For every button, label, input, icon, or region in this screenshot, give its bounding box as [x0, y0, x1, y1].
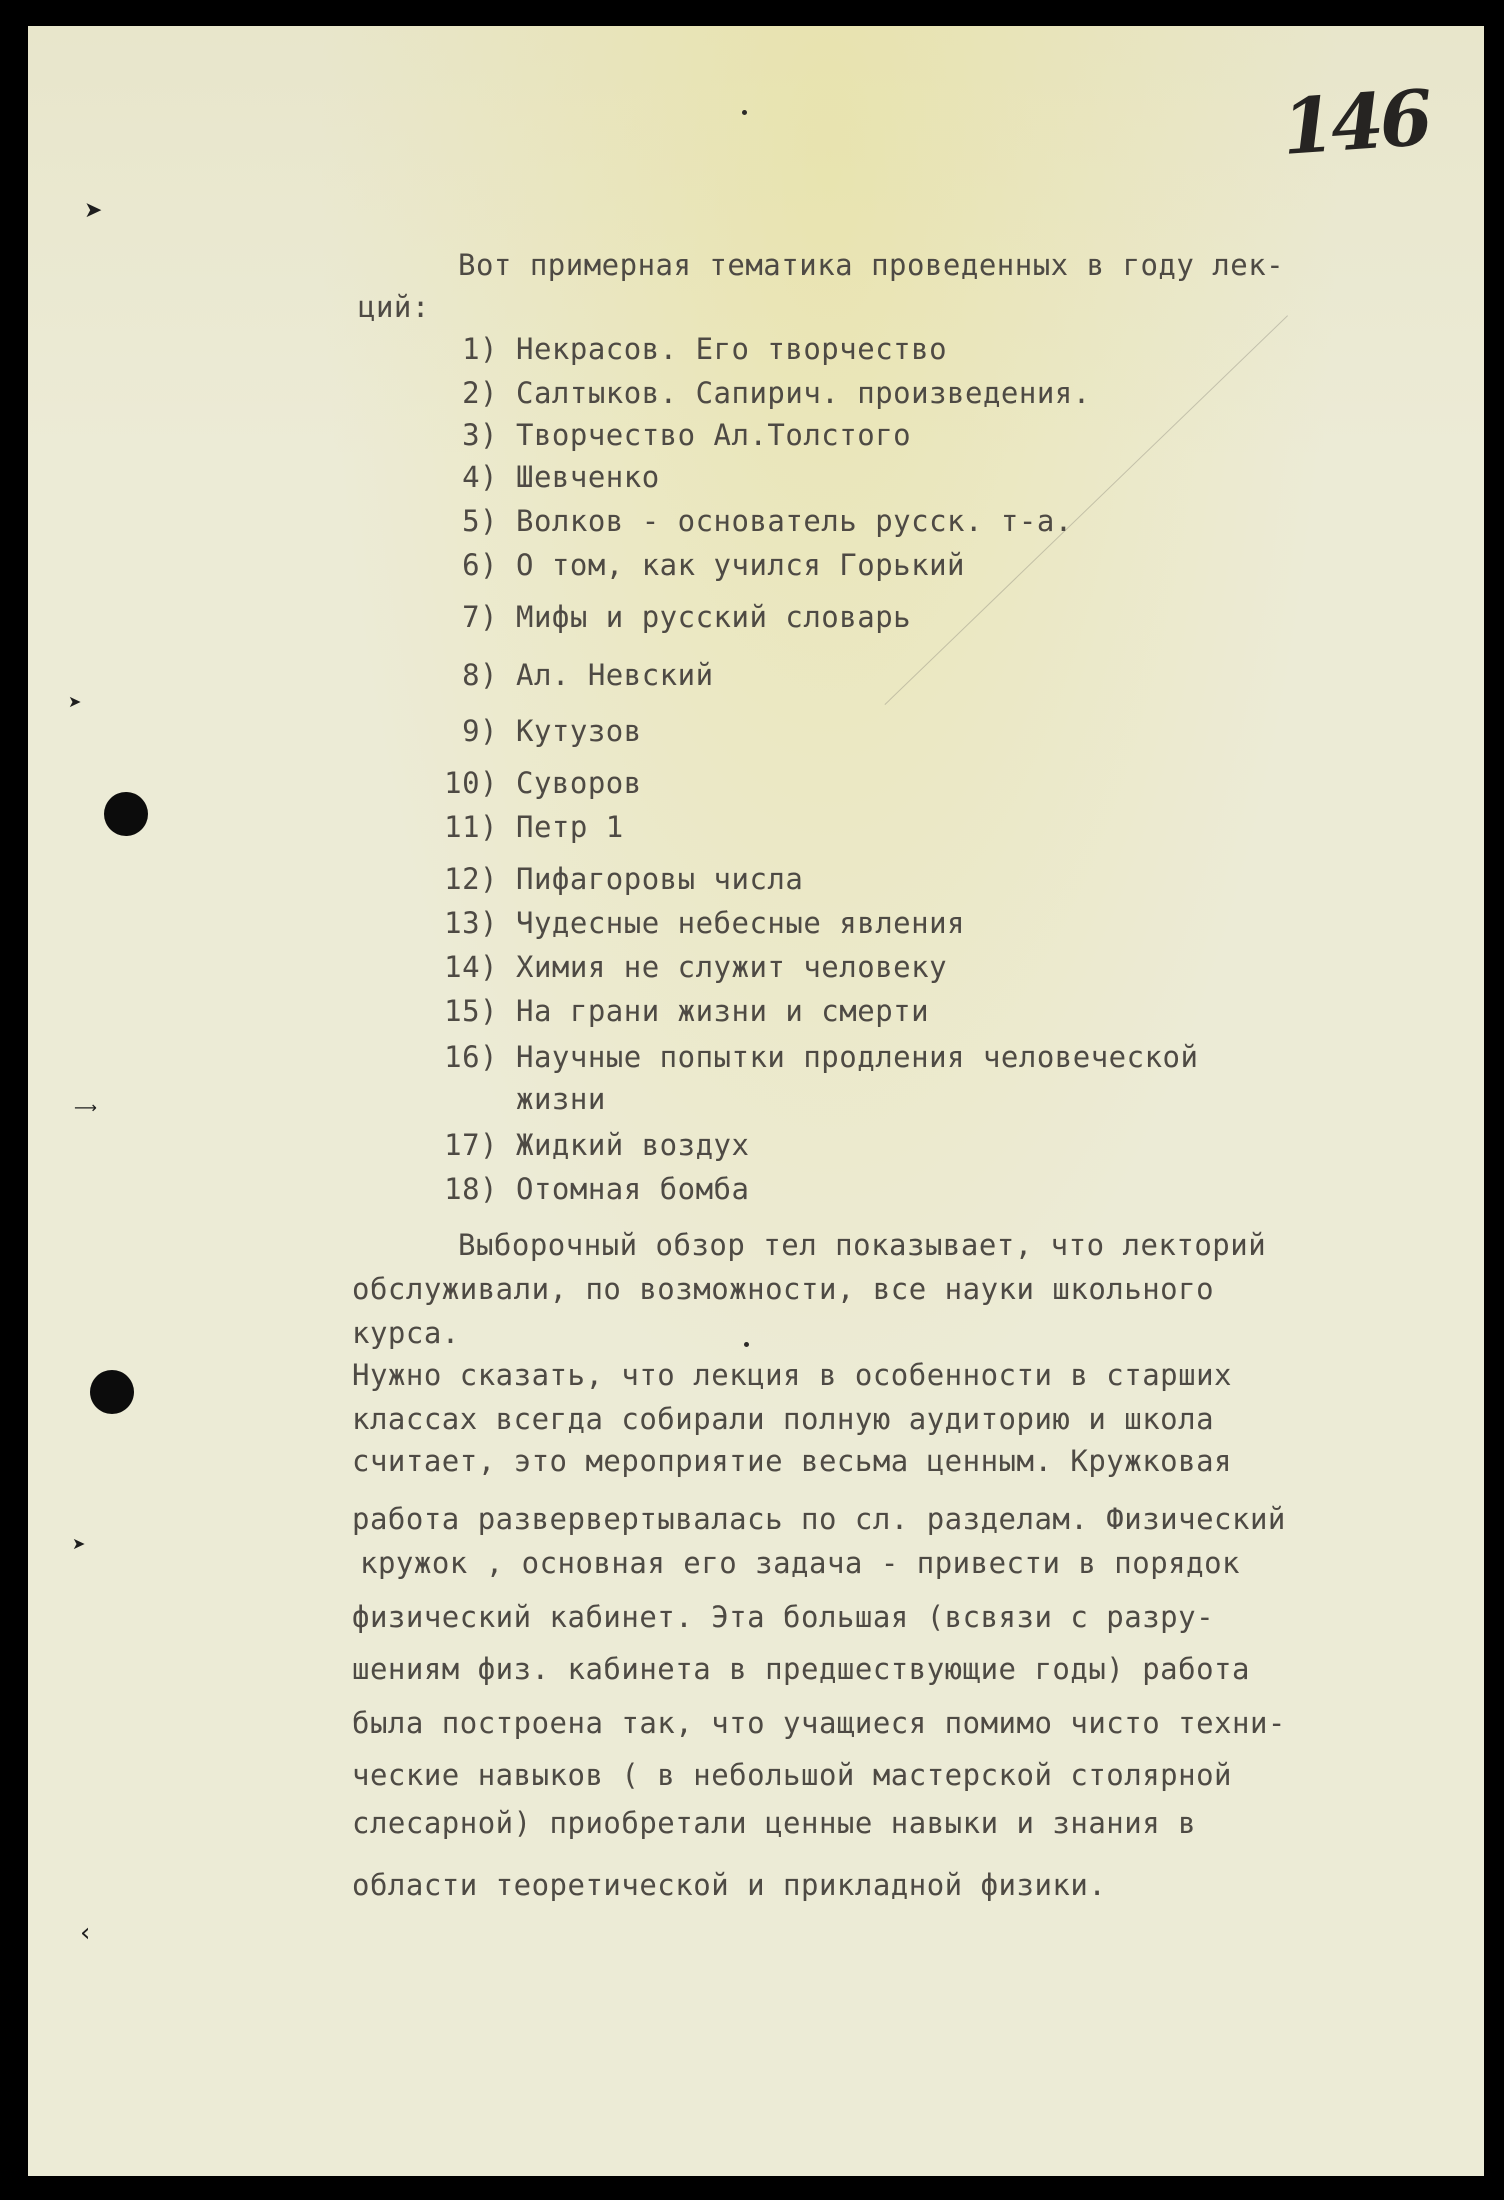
item-text: Шевченко: [516, 460, 660, 494]
item-number: 1): [462, 332, 498, 366]
text-line: считает, это мероприятие весьма ценным. Кружковая: [352, 1444, 1233, 1478]
item-number: 9): [462, 714, 498, 748]
item-text: Ал. Невский: [516, 658, 714, 692]
margin-tick-mark: ➤: [68, 692, 82, 711]
margin-tick-mark: ⟶: [74, 1098, 97, 1117]
item-text: Отомная бомба: [516, 1172, 750, 1206]
item-text: Жидкий воздух: [516, 1128, 750, 1162]
item-text: О том, как учился Горький: [516, 548, 965, 582]
item-number: 7): [462, 600, 498, 634]
text-line: слесарной) приобретали ценные навыки и знания в: [352, 1806, 1197, 1840]
text-line: кружок , основная его задача - привести в порядок: [360, 1546, 1241, 1580]
intro-line: ций:: [358, 290, 430, 324]
item-number: 6): [462, 548, 498, 582]
text-line: работа развервертывалась по сл. разделам. Физический: [352, 1502, 1286, 1536]
text-line: области теоретической и прикладной физики.: [352, 1868, 1107, 1902]
text-line: классах всегда собирали полную аудиторию и школа: [352, 1402, 1215, 1436]
item-number: 18): [444, 1172, 498, 1206]
item-text: Кутузов: [516, 714, 642, 748]
ink-dot: [742, 110, 747, 115]
item-number: 12): [444, 862, 498, 896]
item-text: Химия не служит человеку: [516, 950, 948, 984]
item-number: 8): [462, 658, 498, 692]
item-text: На грани жизни и смерти: [516, 994, 930, 1028]
ink-dot: [744, 1342, 749, 1347]
text-line: физический кабинет. Эта большая (всвязи с разру-: [352, 1600, 1215, 1634]
punch-hole: [104, 792, 148, 836]
intro-line: Вот примерная тематика проведенных в году лек-: [458, 248, 1285, 282]
item-number: 10): [444, 766, 498, 800]
item-text: Суворов: [516, 766, 642, 800]
item-text: Петр 1: [516, 810, 624, 844]
item-text: Творчество Ал.Толстого: [516, 418, 912, 452]
text-line: курса.: [352, 1316, 460, 1350]
item-number: 13): [444, 906, 498, 940]
item-number: 5): [462, 504, 498, 538]
text-line: ческие навыков ( в небольшой мастерской столярной: [352, 1758, 1233, 1792]
text-line: была построена так, что учащиеся помимо чисто техни-: [352, 1706, 1286, 1740]
text-line: Нужно сказать, что лекция в особенности в старших: [352, 1358, 1233, 1392]
punch-hole: [90, 1370, 134, 1414]
item-text: Мифы и русский словарь: [516, 600, 912, 634]
item-number: 11): [444, 810, 498, 844]
item-text: Некрасов. Его творчество: [516, 332, 948, 366]
item-text: жизни: [516, 1082, 606, 1116]
margin-tick-mark: ➤: [84, 198, 103, 223]
text-line: обслуживали, по возможности, все науки школьного: [352, 1272, 1215, 1306]
item-number: 4): [462, 460, 498, 494]
item-number: 3): [462, 418, 498, 452]
text-line: Выборочный обзор тел показывает, что лекторий: [458, 1228, 1267, 1262]
item-text: Пифагоровы числа: [516, 862, 804, 896]
document-page: [28, 26, 1484, 2176]
item-number: 16): [444, 1040, 498, 1074]
margin-tick-mark: ‹: [80, 1918, 91, 1948]
margin-tick-mark: ➤: [72, 1534, 86, 1553]
item-text: Волков - основатель русск. т-а.: [516, 504, 1073, 538]
item-text: Салтыков. Сапирич. произведения.: [516, 376, 1091, 410]
item-text: Научные попытки продления человеческой: [516, 1040, 1199, 1074]
item-number: 15): [444, 994, 498, 1028]
item-text: Чудесные небесные явления: [516, 906, 965, 940]
item-number: 14): [444, 950, 498, 984]
text-line: шениям физ. кабинета в предшествующие годы) работа: [352, 1652, 1250, 1686]
item-number: 2): [462, 376, 498, 410]
page-number: 146: [1279, 72, 1432, 173]
item-number: 17): [444, 1128, 498, 1162]
